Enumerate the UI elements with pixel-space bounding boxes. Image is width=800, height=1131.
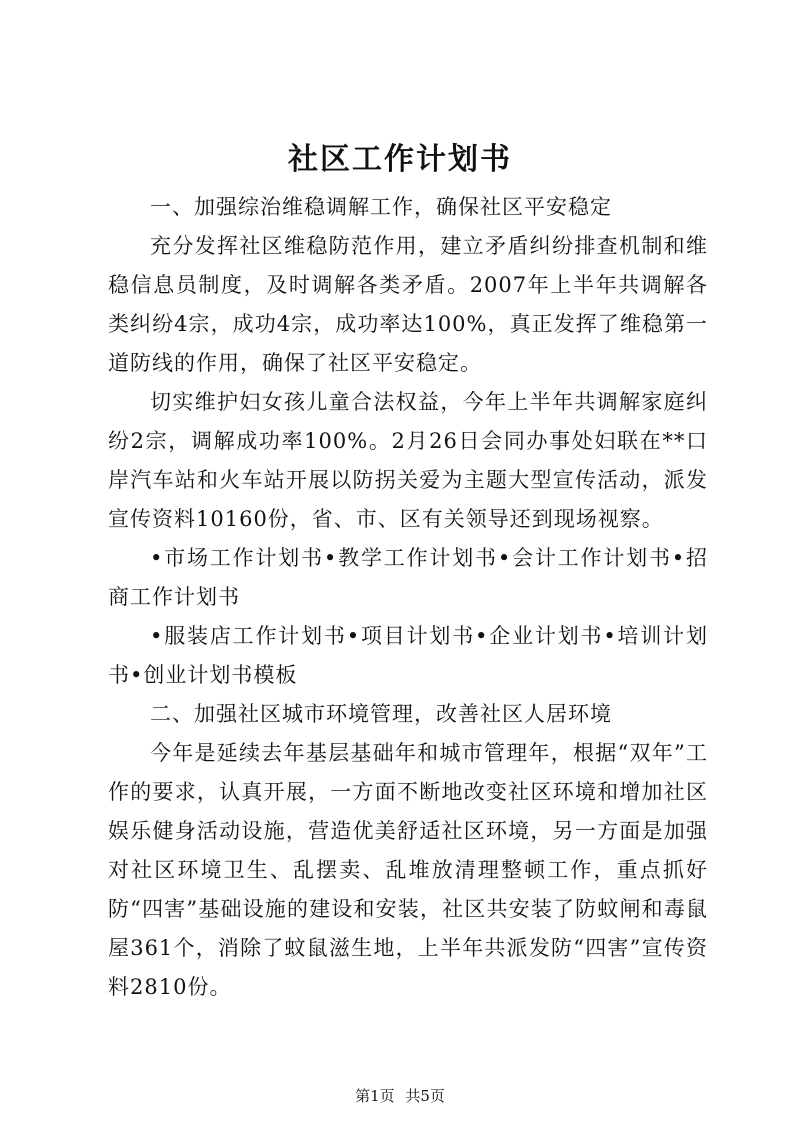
paragraph-mediation: 充分发挥社区维稳防范作用，建立矛盾纠纷排查机制和维稳信息员制度，及时调解各类矛盾。2007年上半年共调解各类纠纷4宗，成功4宗，成功率达100%，真正发挥了维稳第一道防线的作用，确保了社区平安稳定。 (108, 234, 708, 375)
document-title: 社区工作计划书 (288, 142, 512, 177)
page-total: 共5页 (405, 1087, 445, 1105)
related-links-2[interactable]: •服装店工作计划书•项目计划书•企业计划书•培训计划书•创业计划书模板 (108, 624, 708, 687)
document-body (108, 188, 708, 1007)
related-links-1[interactable]: •市场工作计划书•教学工作计划书•会计工作计划书•招商工作计划书 (108, 546, 708, 609)
page-number: 第1页 (355, 1087, 395, 1105)
page-footer (0, 1086, 800, 1106)
paragraph-women-children: 切实维护妇女孩儿童合法权益，今年上半年共调解家庭纠纷2宗，调解成功率100%。2月26日会同办事处妇联在**口岸汽车站和火车站开展以防拐关爱为主题大型宣传活动，派发宣传资料10160份，省、市、区有关领导还到现场视察。 (108, 390, 708, 531)
section-heading-2: 二、加强社区城市环境管理，改善社区人居环境 (150, 702, 612, 726)
section-heading-1: 一、加强综治维稳调解工作，确保社区平安稳定 (150, 195, 612, 219)
paragraph-environment: 今年是延续去年基层基础年和城市管理年，根据“双年”工作的要求，认真开展，一方面不断地改变社区环境和增加社区娱乐健身活动设施，营造优美舒适社区环境，另一方面是加强对社区环境卫生、乱摆卖、乱堆放清理整顿工作，重点抓好防“四害”基础设施的建设和安装，社区共安装了防蚊闸和毒鼠屋361个，消除了蚊鼠滋生地，上半年共派发防“四害”宣传资料2810份。 (108, 741, 708, 999)
